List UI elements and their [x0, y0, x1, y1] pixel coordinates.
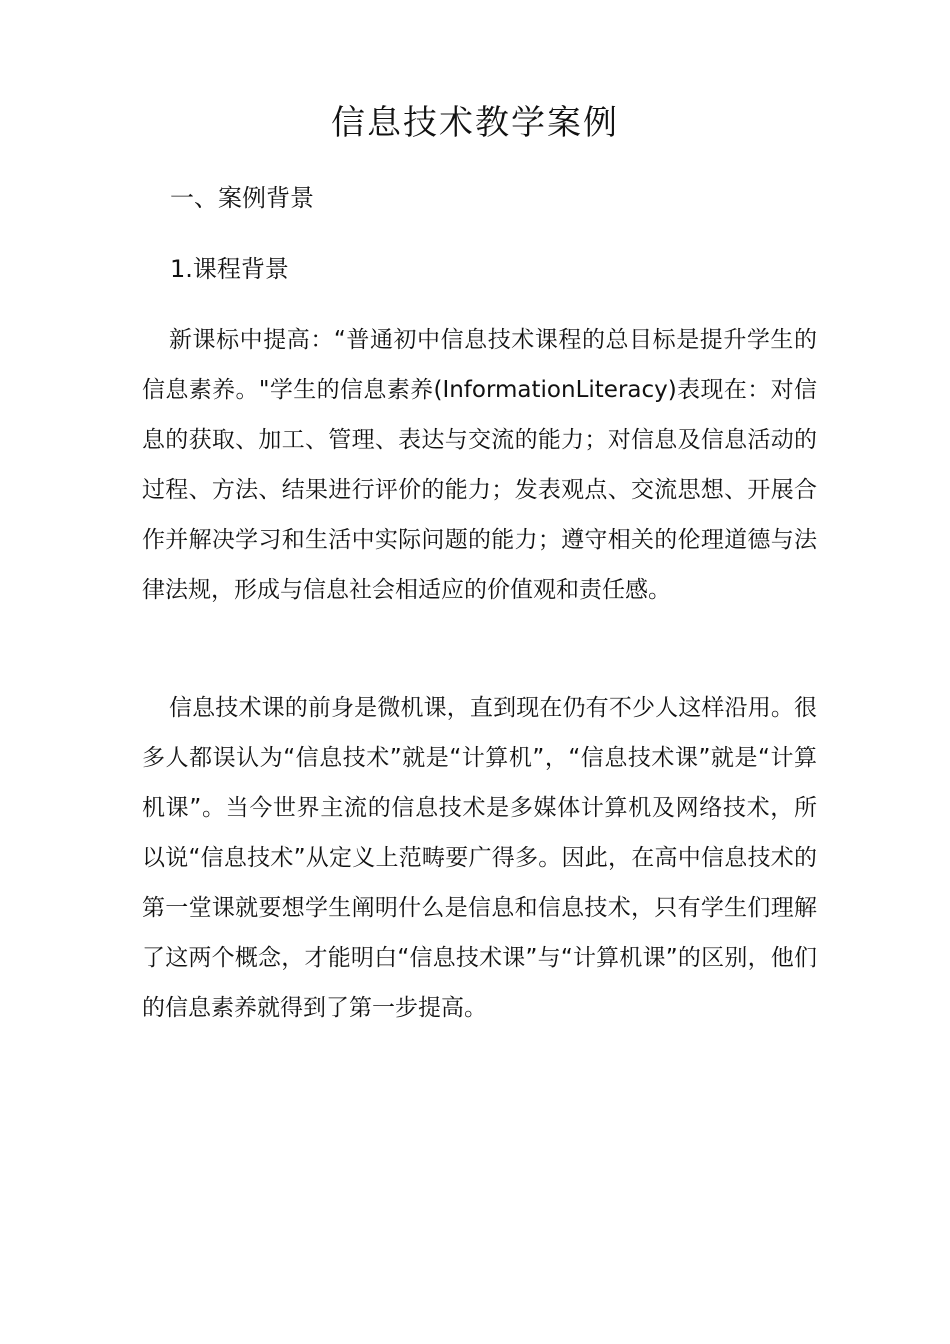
document-title: 信息技术教学案例	[331, 103, 619, 143]
section-heading: 一、案例背景	[170, 184, 314, 212]
subsection-heading: 1.课程背景	[170, 255, 289, 283]
paragraph-1: 新课标中提高：“普通初中信息技术课程的总目标是提升学生的信息素养。"学生的信息素养(InformationLiteracy)表现在：对信息的获取、加工、管理、表达与交流的能力；对信息及信息活动的过程、方法、结果进行评价的能力；发表观点、交流思想、开展合作并解决学习和生活中实际问题的能力；遵守相关的伦理道德与法律法规，形成与信息社会相适应的价值观和责任感。	[142, 327, 817, 603]
paragraph-2: 信息技术课的前身是微机课，直到现在仍有不少人这样沿用。很多人都误认为“信息技术”就是“计算机”，“信息技术课”就是“计算机课”。当今世界主流的信息技术是多媒体计算机及网络技术，所以说“信息技术”从定义上范畴要广得多。因此，在高中信息技术的第一堂课就要想学生阐明什么是信息和信息技术，只有学生们理解了这两个概念，才能明白“信息技术课”与“计算机课”的区别，他们的信息素养就得到了第一步提高。	[142, 695, 817, 1021]
